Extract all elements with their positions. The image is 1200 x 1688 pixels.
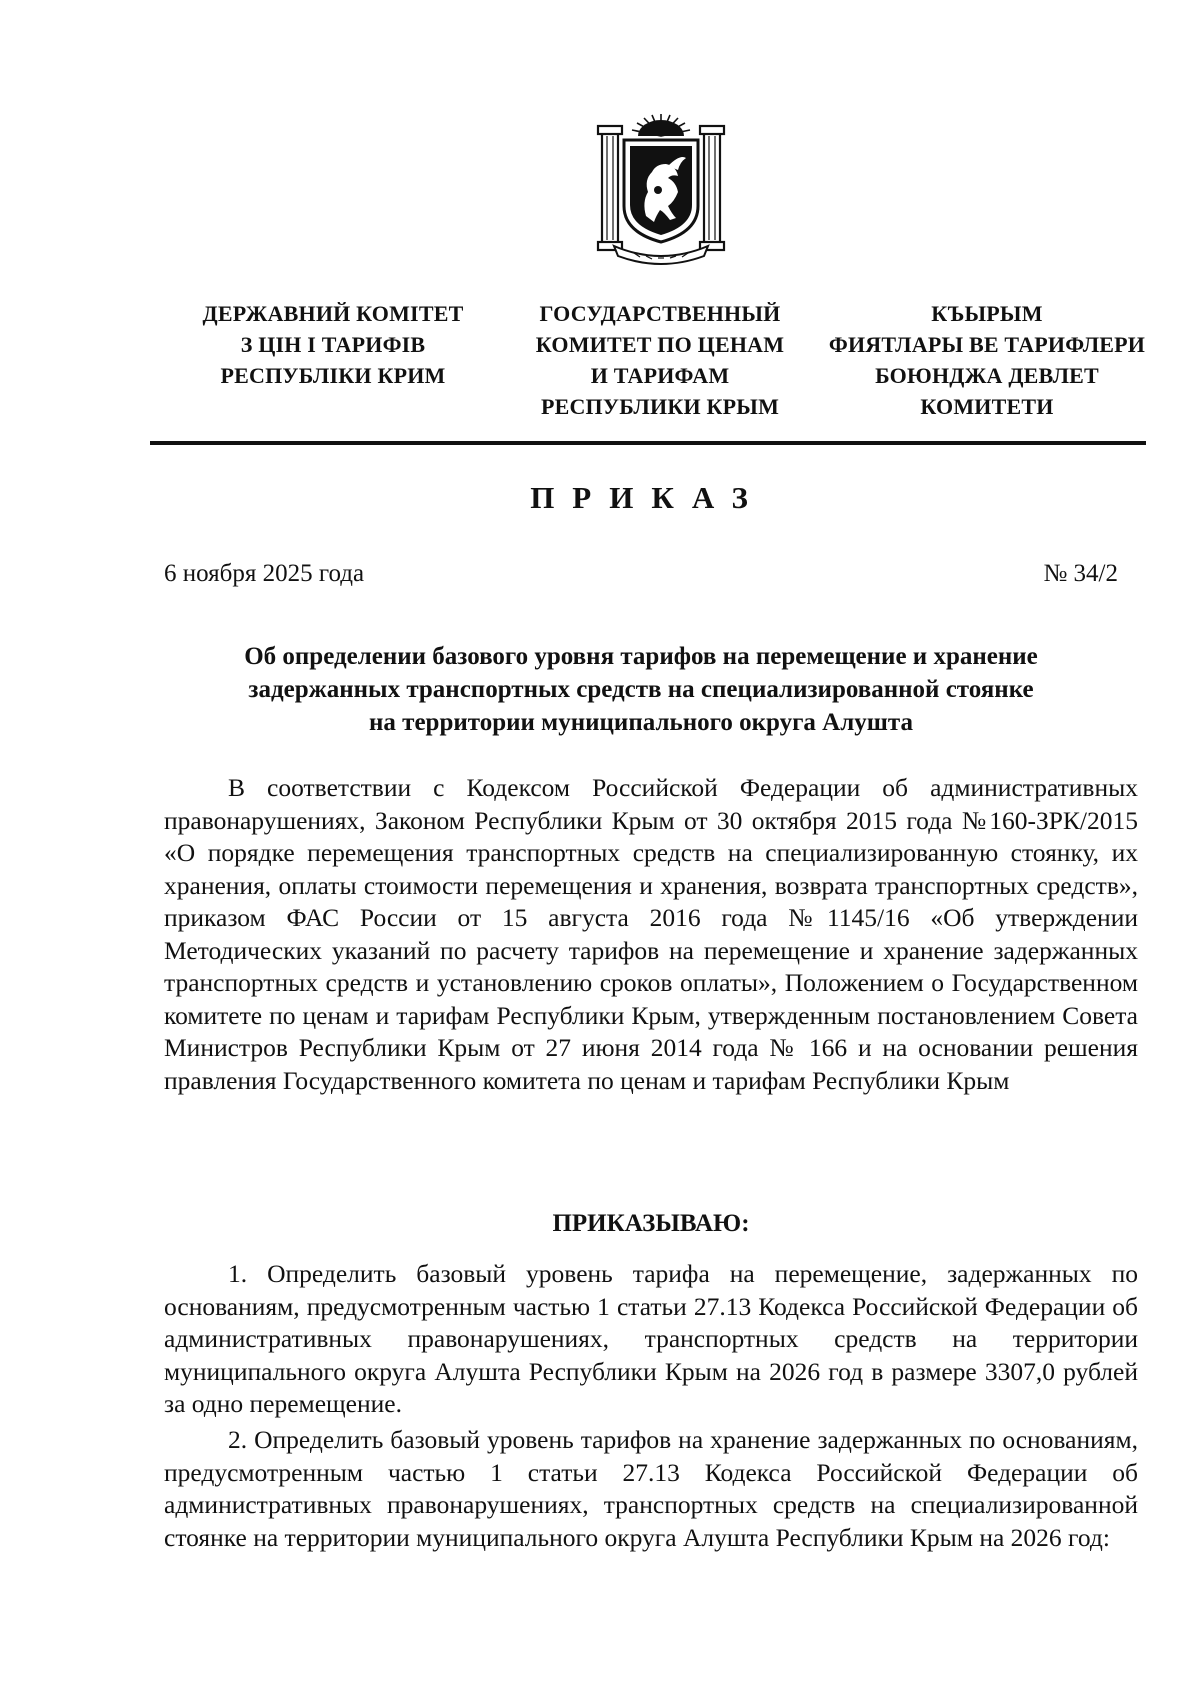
header-crimean-tatar-name: КЪЫРЫМ ФИЯТЛАРЫ ВЕ ТАРИФЛЕРИ БОЮНДЖА ДЕВЛЕТ КОМИТЕТИ: [828, 301, 1146, 419]
header-divider-line: [150, 441, 1146, 445]
coat-of-arms-emblem: [594, 106, 728, 266]
document-number: № 34/2: [1043, 560, 1118, 587]
document-type-title: ПРИКАЗ: [530, 480, 766, 515]
preamble-paragraph: В соответствии с Кодексом Российской Федерации об административных правонарушениях, Законом Республики Крым от 30 октября 2015 года №160-ЗРК/2015 «О порядке перемещения транспортных средств на специализированную стоянку, их хранения, оплаты стоимости перемещения и хранения, возврата транспортных средств», приказом ФАС России от 15 августа 2016 года №1145/16 «Об утверждении Методических указаний по расчету тарифов на перемещение и хранение задержанных транспортных средств и установлению сроков оплаты», Положением о Государственном комитете по ценам и тарифам Республики Крым, утвержденным постановлением Совета Министров Республики Крым от 27 июня 2014 года № 166 и на основании решения правления Государственного комитета по ценам и тарифам Республики Крым: [164, 773, 1138, 1095]
header-ukrainian-name: ДЕРЖАВНИЙ КОМІТЕТ З ЦІН І ТАРИФІВ РЕСПУБЛІКИ КРИМ: [202, 301, 464, 388]
header-russian-name: ГОСУДАРСТВЕННЫЙ КОМИТЕТ ПО ЦЕНАМ И ТАРИФАМ РЕСПУБЛИКИ КРЫМ: [535, 301, 785, 419]
order-heading: ПРИКАЗЫВАЮ:: [552, 1210, 750, 1237]
order-item-2: 2. Определить базовый уровень тарифов на хранение задержанных по основаниям, предусмотренным частью 1 статьи 27.13 Кодекса Российской Федерации об административных правонарушениях, транспортных средств на специализированной стоянке на территории муниципального округа Алушта Республики Крым на 2026 год:: [164, 1425, 1138, 1552]
document-date: 6 ноября 2025 года: [164, 560, 365, 587]
order-item-1: 1. Определить базовый уровень тарифа на перемещение, задержанных по основаниям, предусмотренным частью 1 статьи 27.13 Кодекса Российской Федерации об административных правонарушениях, транспортных средств на территории муниципального округа Алушта Республики Крым на 2026 год в размере 3307,0 рублей за одно перемещение.: [164, 1259, 1138, 1418]
document-subject-heading: Об определении базового уровня тарифов на перемещение и хранение задержанных транспортных средств на специализированной стоянке на территории муниципального округа Алушта: [244, 643, 1038, 736]
